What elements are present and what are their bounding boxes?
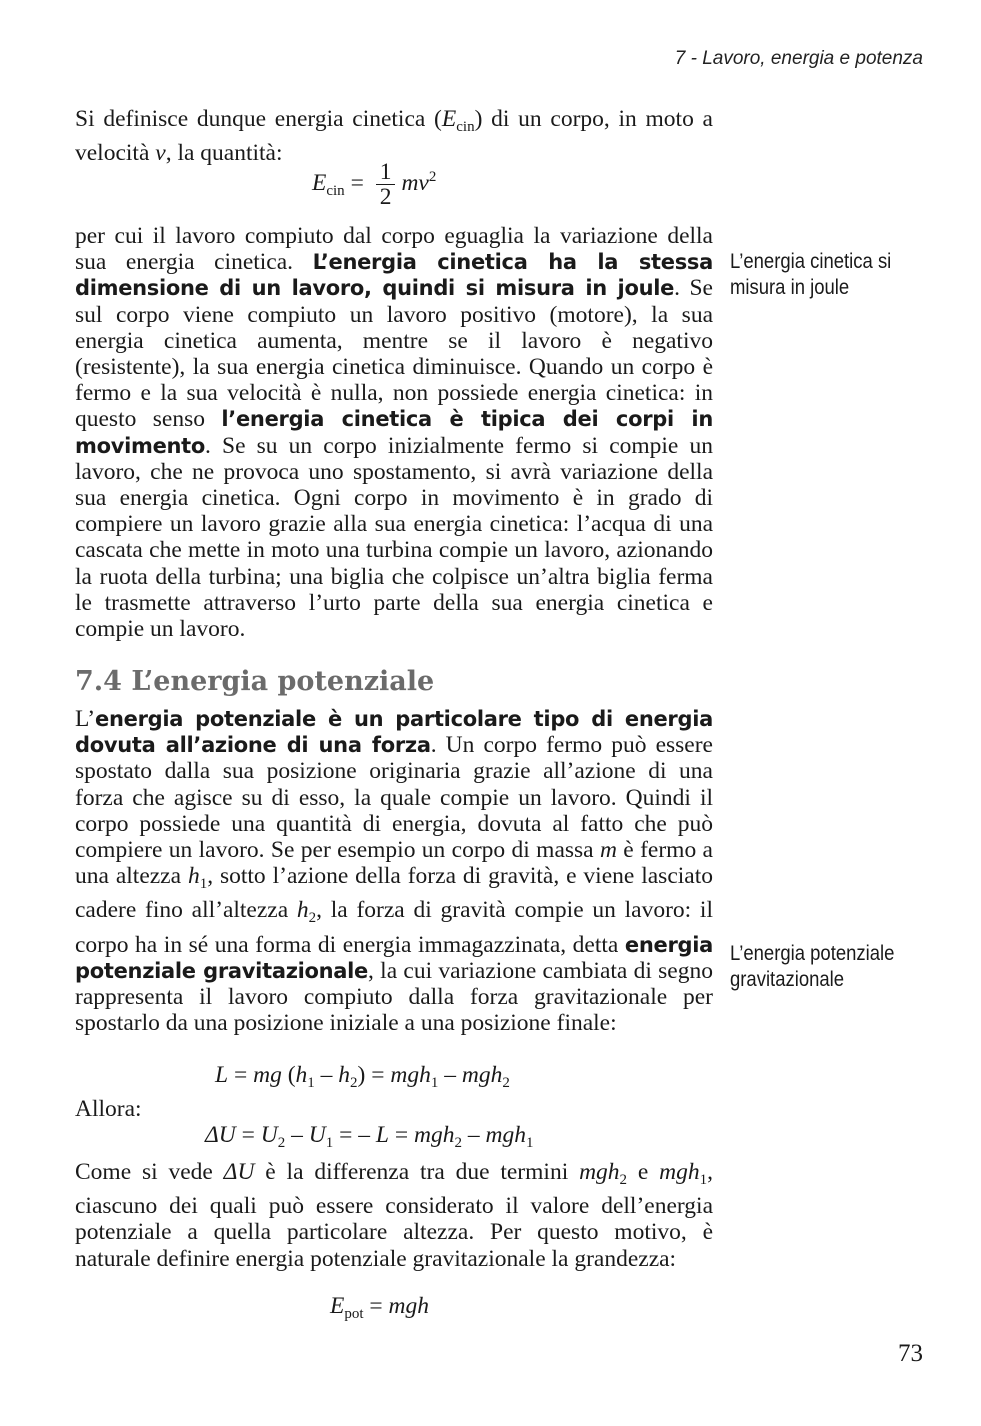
formula-symbol: U <box>308 1122 326 1148</box>
superscript: 2 <box>428 169 437 186</box>
equals-sign: = <box>350 169 364 196</box>
denominator: 2 <box>379 184 392 210</box>
text: . Se su un corpo inizialmente fermo si compie un lavoro, che ne provoca uno spostamento, si avrà variazione della sua energia cinetica. Ogni corpo in movimento è in grado di compiere un lavoro grazie alla sua energia cinetica: l’acqua di una cascata che mette in moto una turbina compie un lavoro, azionando la ruota della turbina; una biglia che colpisce un’altra biglia ferma le trasmette attraverso l’urto parte della sua energia cinetica e compie un lavoro. <box>75 432 713 643</box>
formula-kinetic-energy <box>312 160 436 209</box>
formula-symbol: h <box>295 1062 308 1088</box>
text: ) di un corpo, in moto a velocità <box>75 106 713 167</box>
paragraph-kinetic <box>75 223 713 642</box>
formula-symbol: E <box>312 169 327 196</box>
text: è fermo a una altezza <box>75 837 713 890</box>
subscript: 1 <box>430 1075 439 1091</box>
text: , ciascuno dei quali può essere considerato il valore dell’energia potenziale a quella particolare altezza. Per questo motivo, è naturale definire energia potenziale gravitazionale la grandezza: <box>75 1159 714 1272</box>
formula-op: = <box>388 1122 414 1148</box>
symbol-h: h <box>296 897 309 924</box>
fraction <box>376 160 396 209</box>
subscript: 1 <box>325 1135 334 1151</box>
text: è la differenza tra due termini <box>254 1159 580 1185</box>
formula-work <box>215 1062 510 1096</box>
text: , la forza di gravità compie un lavoro: il corpo ha in sé una forma di energia immagazzinata, detta <box>75 897 713 958</box>
margin-note-kinetic: L’energia cinetica si misura in joule <box>730 250 892 299</box>
running-head: 7 - Lavoro, energia e potenza <box>674 48 923 69</box>
formula-symbol: mgh <box>659 1159 700 1185</box>
formula-op: – <box>285 1122 309 1148</box>
formula-symbol: mgh <box>413 1122 455 1148</box>
subscript: cin <box>456 119 475 135</box>
page-number: 73 <box>898 1340 923 1367</box>
formula-op: = <box>363 1293 389 1319</box>
section-title: 7.4 L’energia potenziale <box>75 666 435 697</box>
formula-op: – <box>461 1122 486 1148</box>
text: . Se sul corpo viene compiuto un lavoro positivo (motore), la sua energia cinetica aumenta, mentre se il lavoro è negativo (resistente), la sua energia cinetica diminuisce. Quando un corpo è fermo e la sua velocità è nulla, non possiede energia cinetica: in questo senso <box>75 275 713 433</box>
formula-op: ( <box>281 1062 296 1088</box>
subscript: 1 <box>699 1172 708 1188</box>
bold-text: energia potenziale gravitazionale <box>75 932 713 983</box>
bold-text: L’energia cinetica ha la stessa dimensione di un lavoro, quindi si misura in joule <box>75 250 713 301</box>
subscript: 2 <box>502 1075 510 1091</box>
formula-potential-energy <box>330 1293 429 1327</box>
subscript: cin <box>326 182 345 199</box>
subscript: 1 <box>307 1075 315 1091</box>
subscript: 1 <box>525 1135 534 1151</box>
text: L’ <box>75 706 96 732</box>
subscript: 1 <box>199 876 208 893</box>
formula-op: ) = <box>357 1062 391 1088</box>
formula-potential-difference <box>205 1122 533 1156</box>
symbol-v: v <box>155 140 166 167</box>
formula-symbol: mv <box>401 169 429 196</box>
paragraph-conclusion <box>75 1159 713 1272</box>
formula-symbol: mgh <box>579 1159 620 1185</box>
formula-symbol: E <box>330 1293 345 1319</box>
subscript: 2 <box>454 1135 462 1151</box>
text: Come si vede <box>75 1159 224 1185</box>
formula-op: = <box>235 1122 261 1148</box>
formula-symbol: L <box>375 1122 389 1148</box>
formula-symbol: mgh <box>485 1122 526 1148</box>
formula-symbol: mgh <box>388 1293 430 1319</box>
text: , la cui variazione cambiata di segno rappresenta il lavoro compiuto dalla forza gravitazionale per spostarlo da una posizione iniziale a una posizione finale: <box>75 957 713 1037</box>
subscript: 2 <box>277 1135 286 1151</box>
symbol-m: m <box>599 837 617 864</box>
margin-note-potential: L’energia potenziale gravitazionale <box>730 942 895 991</box>
subscript: 2 <box>350 1075 358 1091</box>
text: Si definisce dunque energia cinetica ( <box>75 106 442 132</box>
allora-label: Allora: <box>75 1096 142 1122</box>
formula-op: = <box>228 1062 254 1088</box>
text: , sotto l’azione della forza di gravità, e viene lasciato cadere fino all’altezza <box>75 863 713 924</box>
formula-op: – <box>438 1062 462 1088</box>
text: e <box>627 1159 660 1185</box>
formula-symbol: h <box>338 1062 351 1088</box>
formula-symbol: mgh <box>461 1062 503 1088</box>
subscript: pot <box>344 1306 364 1322</box>
numerator: 1 <box>376 160 396 185</box>
formula-symbol: ΔU <box>205 1122 236 1148</box>
symbol-h: h <box>187 863 200 890</box>
subscript: 2 <box>619 1172 628 1188</box>
bold-text: energia potenziale è un particolare tipo di energia dovuta all’azione di una forza <box>75 707 713 758</box>
text: , la quantità: <box>165 140 283 167</box>
formula-symbol: mgh <box>390 1062 431 1088</box>
paragraph-potential <box>75 706 713 1036</box>
formula-symbol: mg <box>253 1062 282 1088</box>
formula-symbol: L <box>215 1062 229 1088</box>
bold-text: l’energia cinetica è tipica dei corpi in movimento <box>75 407 713 458</box>
formula-symbol: ΔU <box>223 1159 255 1185</box>
intro-paragraph <box>75 106 713 166</box>
subscript: 2 <box>308 910 317 927</box>
symbol-E: E <box>441 106 457 132</box>
text: . Un corpo fermo può essere spostato dalla sua posizione originaria grazie all’azione di una forza che agisce su di esso, la quale compie un lavoro. Quindi il corpo possiede una quantità di energia, dovuta al fatto che può compiere un lavoro. Se per esempio un corpo di massa <box>75 732 713 864</box>
formula-symbol: U <box>260 1122 278 1148</box>
formula-op: – <box>314 1062 339 1088</box>
text: per cui il lavoro compiuto dal corpo eguaglia la variazione della sua energia cinetica. <box>75 223 713 276</box>
formula-op: = – <box>333 1122 376 1148</box>
